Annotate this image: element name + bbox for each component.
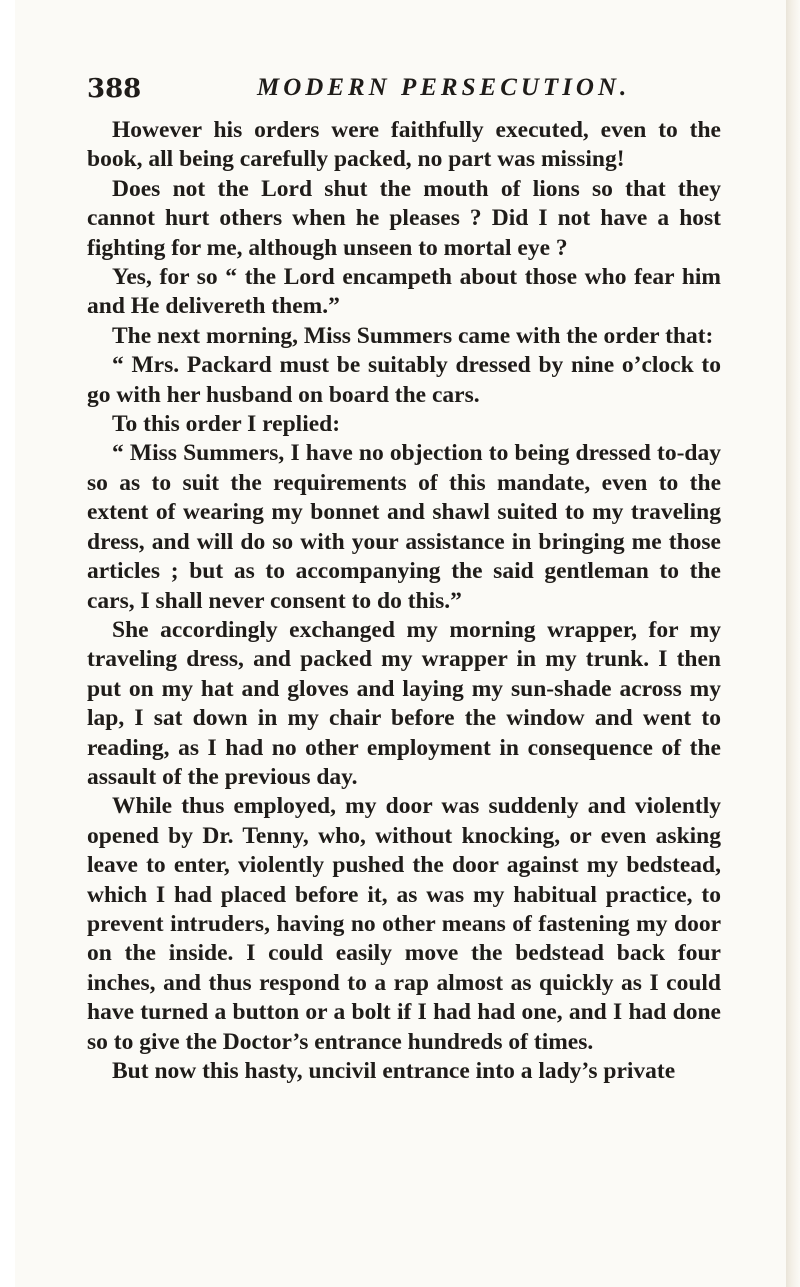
paragraph: Yes, for so “ the Lord encampeth about those who fear him and He delivereth them.” <box>87 264 721 320</box>
paragraph: However his orders were faithfully executed, even to the book, all being carefully packed, no part was missing! <box>87 117 721 173</box>
paragraph: While thus employed, my door was suddenly and violently opened by Dr. Tenny, who, without knocking, or even asking leave to enter, violently pushed the door against my bedstead, which I had placed before it, as was my habitual practice, to prevent intruders, having no other means of fastening my door on the inside. I could easily move the bedstead back four inches, and thus respond to a rap almost as quickly as I could have turned a button or a bolt if I had had one, and I had done so to give the Doctor’s entrance hundreds of times. <box>87 793 721 1055</box>
scan-margin <box>0 0 15 1287</box>
paragraph: The next morning, Miss Summers came with the order that: <box>112 322 714 349</box>
body-text <box>87 116 721 1086</box>
paragraph: “ Mrs. Packard must be suitably dressed by nine o’clock to go with her husband on board the cars. <box>87 352 721 408</box>
page-number: 388 <box>87 74 142 104</box>
paragraph: “ Miss Summers, I have no objection to being dressed to-day so as to suit the requirements of this mandate, even to the extent of wearing my bonnet and shawl suited to my traveling dress, and will do so with your assistance in bringing me those articles ; but as to accompanying the said gentleman to the cars, I shall never consent to do this.” <box>87 440 721 614</box>
paragraph: Does not the Lord shut the mouth of lions so that they cannot hurt others when he pleases ? Did I not have a host fighting for me, although unseen to mortal eye ? <box>87 175 721 261</box>
running-head: MODERN PERSECUTION. <box>257 74 631 101</box>
paragraph: She accordingly exchanged my morning wrapper, for my traveling dress, and packed my wrapper in my trunk. I then put on my hat and gloves and laying my sun-shade across my lap, I sat down in my chair before the window and went to reading, as I had no other employment in consequence of the assault of the previous day. <box>87 616 721 790</box>
page-header <box>87 74 727 114</box>
page-edge-shadow <box>786 0 800 1287</box>
paragraph: To this order I replied: <box>112 411 341 438</box>
paragraph: But now this hasty, uncivil entrance into a lady’s private <box>112 1058 676 1084</box>
